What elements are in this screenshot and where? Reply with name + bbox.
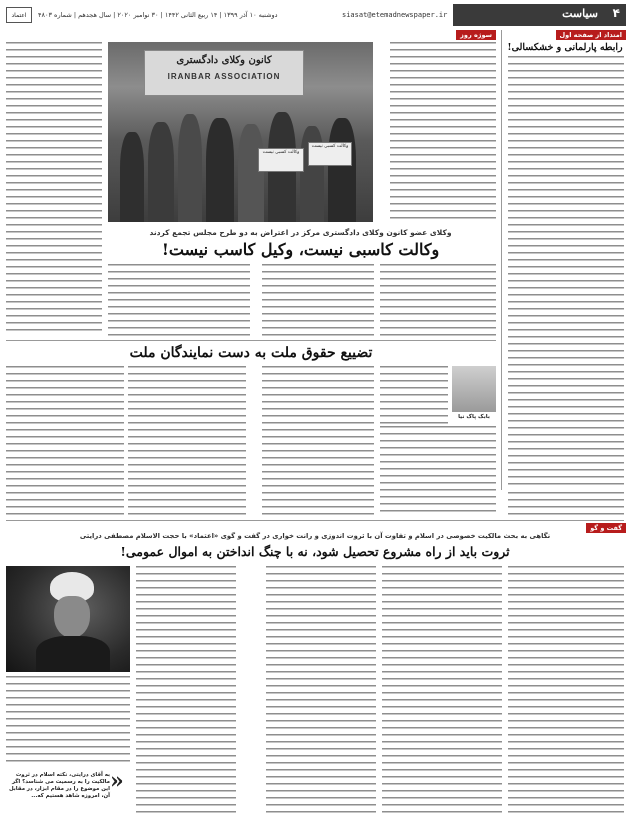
section-band	[453, 4, 626, 26]
author-bio-text	[380, 366, 448, 424]
interview-tag: گفت و گو	[586, 523, 626, 533]
section-divider	[6, 340, 496, 341]
section-title: سیاست	[562, 7, 598, 20]
story-headline: وکالت کاسبی نیست، وکیل کاسب نیست!	[161, 240, 440, 259]
page-header	[4, 4, 626, 26]
person	[328, 118, 356, 222]
robe-shape	[36, 636, 110, 672]
section-email: siasat@etemadnewspaper.ir	[342, 11, 448, 19]
story-kicker: وکلای عضو کانون وکلای دادگستری مرکز در اعتراض به دو طرح مجلس تجمع کردند	[149, 228, 452, 237]
opinion-body-col-2	[262, 366, 374, 516]
association-sign: کانون وکلای دادگستری IRANBAR ASSOCIATION	[144, 50, 304, 96]
person	[120, 132, 144, 222]
continued-tag: امتداد از صفحه اول	[556, 30, 626, 40]
newspaper-logo: اعتماد	[6, 7, 32, 23]
page-number: ۴	[612, 6, 620, 20]
interview-col-1	[508, 566, 624, 814]
interview-col-5	[6, 676, 130, 766]
author-photo	[452, 366, 496, 412]
story-tag: سوژه روز	[456, 30, 496, 40]
right-column-title: رابطه پارلمانی و خشکسالی!	[507, 42, 623, 53]
interview-col-3	[266, 566, 376, 814]
author-name: بابک پاک نیا	[458, 414, 490, 420]
person	[238, 124, 264, 222]
person	[148, 122, 174, 222]
person	[206, 118, 234, 222]
person	[178, 114, 202, 222]
top-story-left-text	[6, 42, 102, 332]
right-column-text	[508, 56, 624, 488]
interview-col-4	[136, 566, 236, 814]
opinion-body-col-4	[6, 366, 124, 516]
right-column-text-end	[508, 492, 624, 518]
top-story-intro-text	[390, 42, 496, 220]
pull-quote: به آقای درایتی، نکته اسلام در ثروت مالکیت را به رسمیت می شناسد؟ اگر این موضوع را در مقام ابزار، در مقابل آن، امروزه شاهد هستیم که...	[8, 772, 110, 799]
interview-col-2	[382, 566, 502, 814]
story-body-col-3	[108, 264, 250, 336]
opinion-headline: تضییع حقوق ملت به دست نمایندگان ملت	[129, 345, 373, 361]
protest-placard: وکالت کسبی نیست	[258, 148, 304, 172]
protest-placard: وکالت کسبی نیست	[308, 142, 352, 166]
header-info	[4, 7, 334, 23]
interview-headline: ثروت باید از راه مشروع تحصیل شود، نه با چنگ انداختن به اموال عمومی!	[120, 544, 510, 559]
issue-date-line: دوشنبه ۱۰ آذر ۱۳۹۹ | ۱۴ ربیع الثانی ۱۴۴۲ | ۳۰ نوامبر ۲۰۲۰ | سال هجدهم | شماره ۴۸۰۳	[38, 11, 278, 19]
protest-photo	[108, 42, 373, 222]
column-divider	[501, 30, 502, 490]
story-body-col-2	[262, 264, 374, 336]
person	[300, 126, 324, 222]
section-divider	[6, 520, 624, 521]
opinion-body-col-3	[128, 366, 246, 516]
interview-kicker: نگاهی به بحث مالکیت خصوصی در اسلام و تفاوت آن با ثروت اندوزی و رانت خواری در گفت و گوی «اعتماد» با حجت الاسلام مصطفی درایتی	[79, 532, 551, 540]
quote-mark-icon: «	[110, 768, 124, 794]
opinion-body-col-1	[380, 426, 496, 516]
face-shape	[54, 596, 90, 638]
interviewee-photo	[6, 566, 130, 672]
story-body-col-1	[380, 264, 496, 336]
